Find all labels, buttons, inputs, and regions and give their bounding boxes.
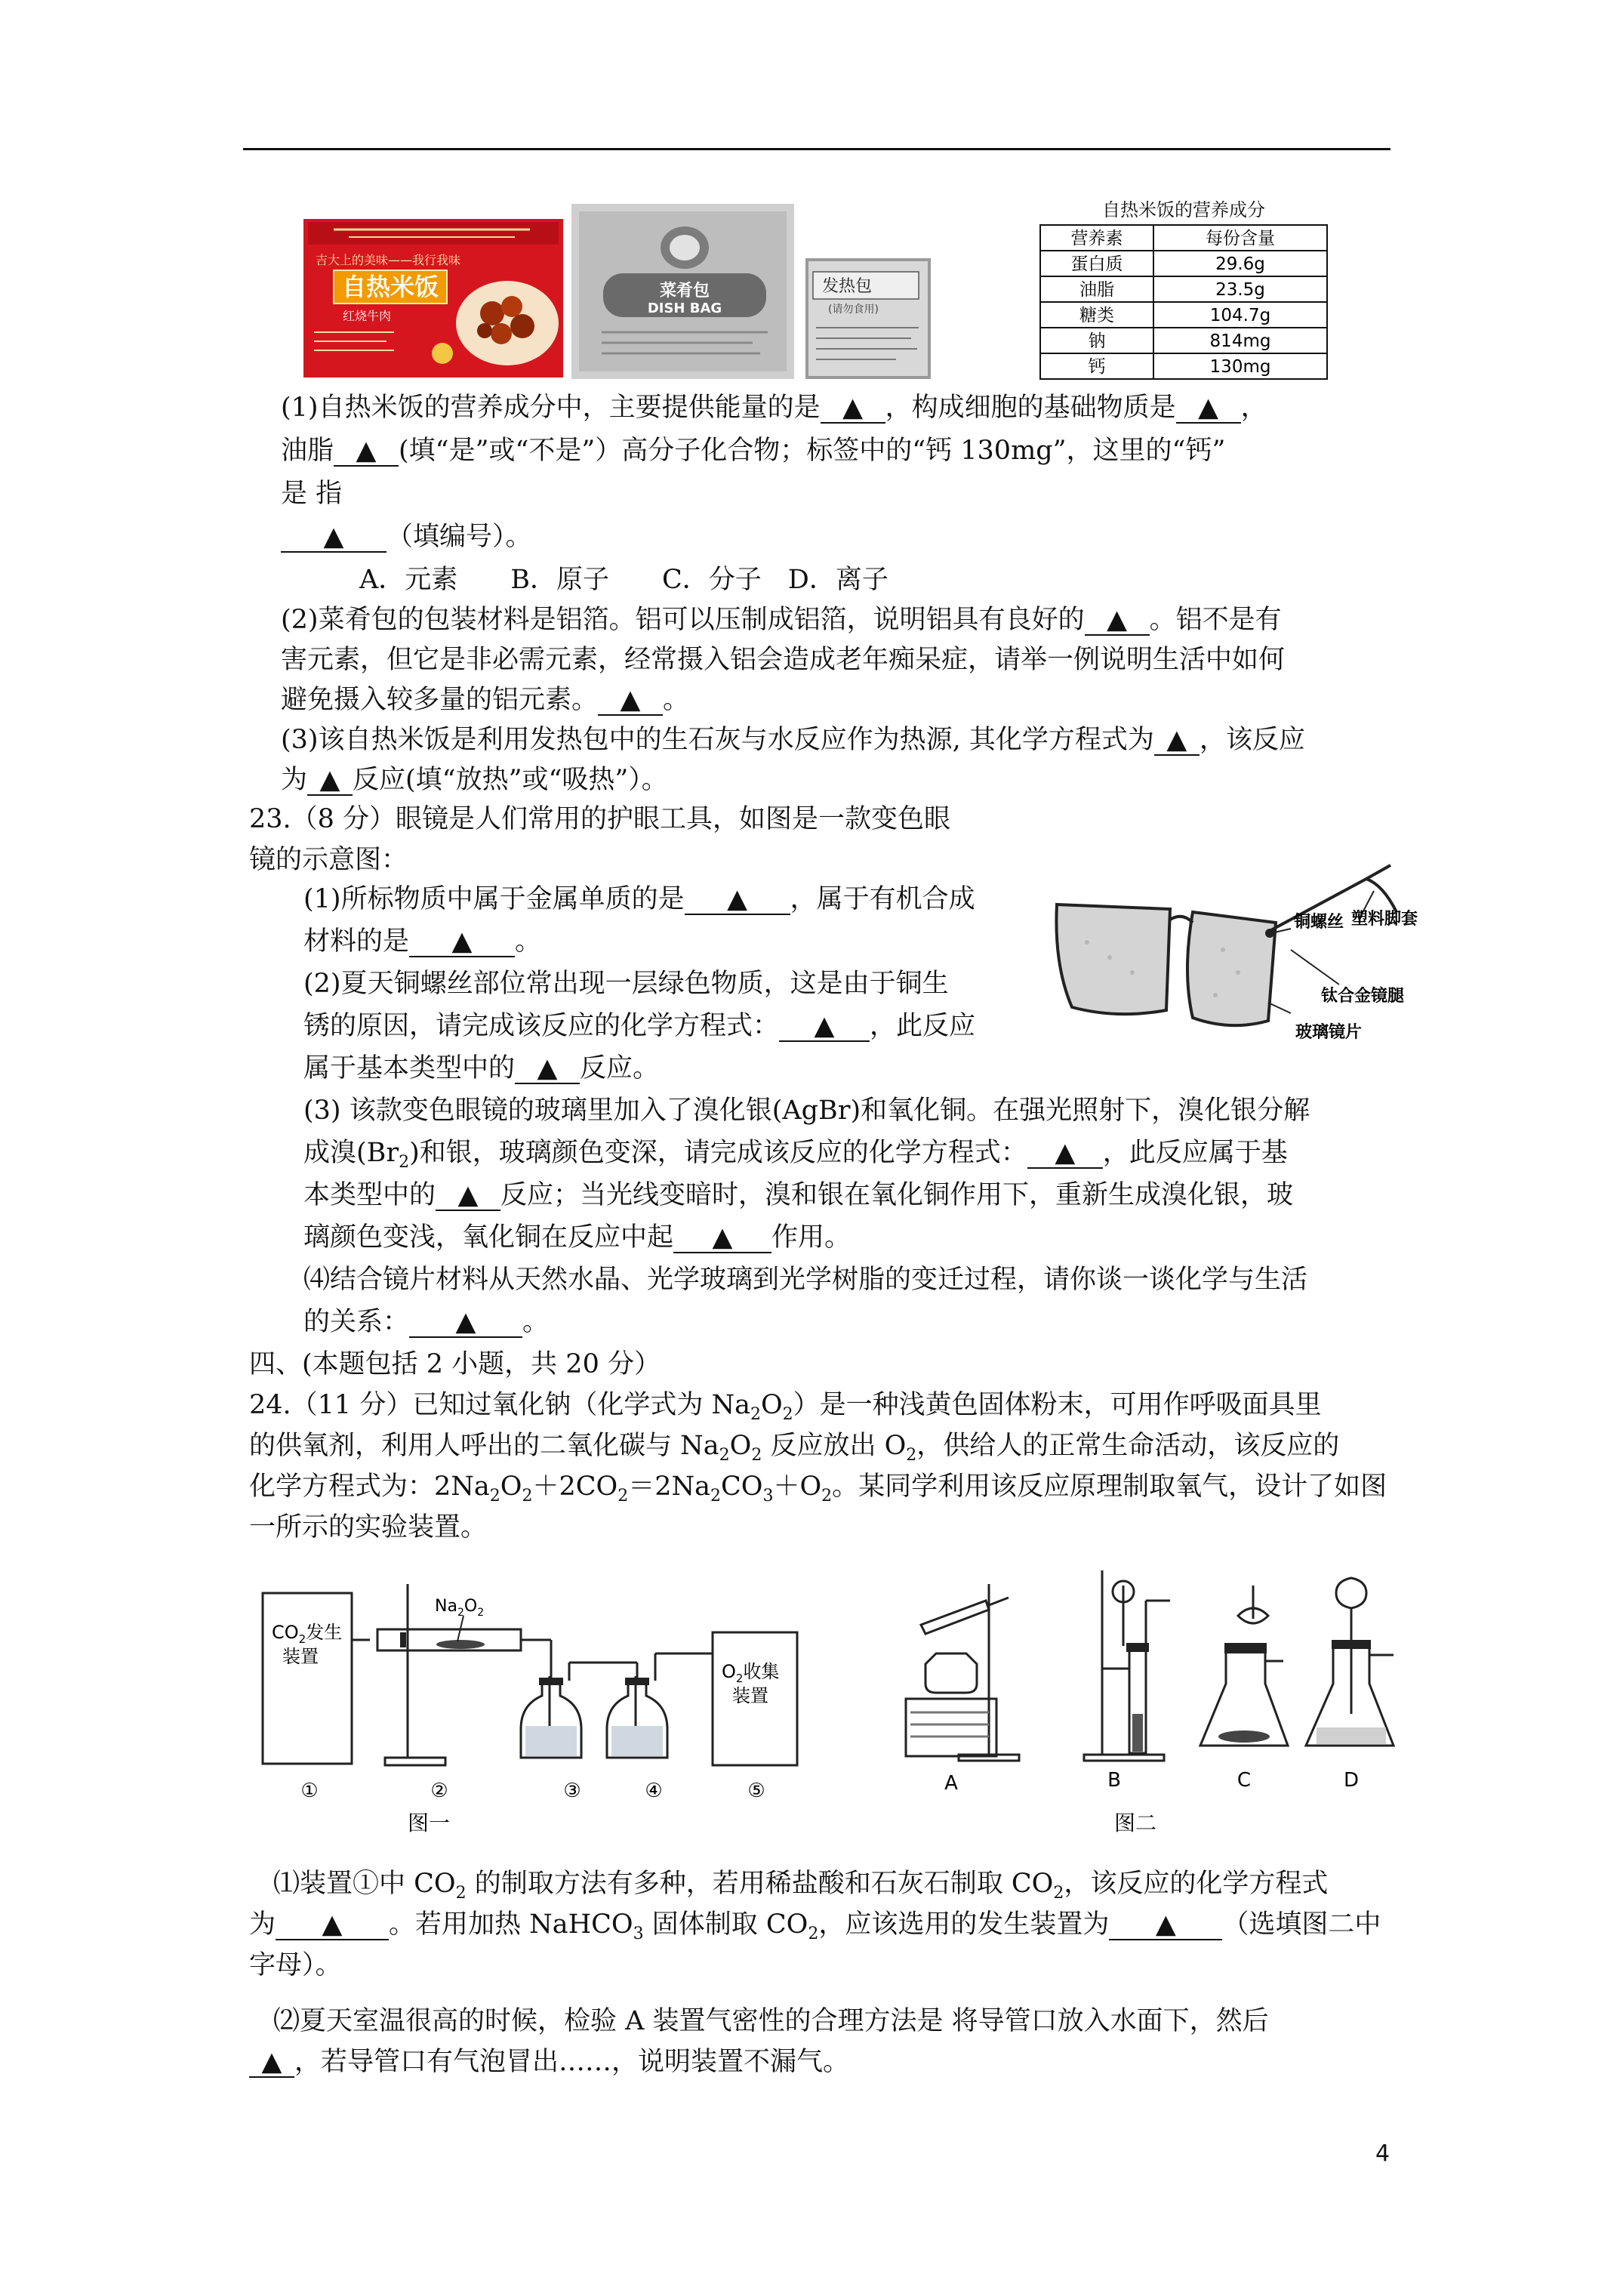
subscript: 2 (751, 1446, 762, 1465)
heat-bag-image (805, 258, 931, 379)
subscript: 2 (489, 1487, 500, 1505)
q23-text: 。 (522, 1307, 550, 1337)
device-number: ⑤ (747, 1780, 765, 1802)
answer-blank: ▲ (334, 436, 399, 467)
nutrition-row-value: 130mg (1209, 357, 1271, 377)
subscript: 2 (399, 1153, 410, 1172)
q22-line-4 (281, 518, 532, 556)
q24-text: 。若用加热 NaHCO (389, 1909, 633, 1940)
answer-blank: ▲ (1027, 1139, 1103, 1169)
nutrition-row-name: 钠 (1088, 331, 1106, 351)
q24-text: 反应放出 O (762, 1431, 907, 1461)
apparatus-letter: D (1343, 1769, 1360, 1792)
subscript: 2 (750, 1405, 761, 1424)
heat-bag-label: 发热包 (822, 277, 873, 296)
q24-p2-line-2 (249, 2043, 849, 2081)
q23-text: ，此反应 (870, 1011, 976, 1041)
nutrition-row-value: 104.7g (1209, 306, 1271, 325)
q23-line-8 (303, 1176, 1293, 1214)
q22-text: 油脂 (281, 436, 334, 466)
header-rule (243, 148, 1390, 150)
q22-line-7: 害元素，但它是非必需元素，经常摄入铝会造成老年痴呆症，请举一例说明生活中如何 (281, 645, 1286, 675)
subscript: 2 (1053, 1884, 1064, 1903)
device-number: ① (300, 1780, 319, 1802)
subscript: 2 (522, 1487, 533, 1505)
nutrition-row-name: 蛋白质 (1070, 254, 1123, 274)
q23-text: 成溴(Br (303, 1138, 399, 1168)
q22-text: （填编号）。 (387, 522, 532, 552)
q23-text: 作用。 (771, 1222, 852, 1253)
answer-blank: ▲ (409, 927, 515, 957)
q23-line-1 (303, 880, 975, 918)
q24-p2-line-1: ⑵夏天室温很高的时候，检验 A 装置气密性的合理方法是 将导管口放入水面下，然后 (273, 2006, 1269, 2036)
q23-line-6: (3) 该款变色眼镜的玻璃里加入了溴化银(AgBr)和氧化铜。在强光照射下，溴化银分解 (303, 1096, 1310, 1126)
q23-text: 本类型中的 (303, 1180, 436, 1210)
answer-blank: ▲ (515, 1054, 580, 1084)
q22-line-1 (281, 389, 1267, 427)
q23-text: )和银，玻璃颜色变深，请完成该反应的化学方程式： (409, 1138, 1027, 1168)
page-number: 4 (1375, 2140, 1390, 2167)
glass-lens-label: 玻璃镜片 (1295, 1023, 1363, 1042)
q23-line-2 (303, 923, 541, 960)
q22-line-2 (281, 432, 1225, 470)
nutrition-row-value: 23.5g (1215, 280, 1265, 300)
subscript: 2 (906, 1446, 917, 1465)
apparatus-letter: B (1107, 1769, 1121, 1792)
answer-blank: ▲ (673, 1223, 771, 1253)
q23-line-5 (303, 1049, 659, 1087)
nutrition-table (1033, 195, 1335, 382)
device-number: ④ (645, 1780, 663, 1802)
q22-text: ，构成细胞的基础物质是 (885, 393, 1176, 423)
q22-text: 反应(填“放热”或“吸热”）。 (353, 765, 668, 795)
plastic-foot-label: 塑料脚套 (1351, 910, 1418, 929)
answer-blank: ▲ (409, 1308, 522, 1338)
figure-2-apparatus (883, 1570, 1397, 1838)
q22-text: 。 (663, 685, 690, 715)
subscript: 2 (455, 1884, 467, 1903)
q24-text: 。某同学利用该反应原理制取氧气，设计了如图 (832, 1472, 1387, 1502)
answer-blank: ▲ (1154, 726, 1200, 756)
q22-text: (2)菜肴包的包装材料是铝箔。铝可以压制成铝箔，说明铝具有良好的 (281, 605, 1085, 635)
q24-text: 的制取方法有多种，若用稀盐酸和石灰石制取 CO (466, 1869, 1054, 1899)
answer-blank: ▲ (249, 2048, 294, 2078)
answer-blank: ▲ (821, 393, 885, 424)
q23-text: ，属于有机合成 (790, 884, 975, 914)
heat-bag-sublabel: (请勿食用) (828, 304, 879, 316)
answer-blank: ▲ (598, 686, 663, 716)
q24-text: 为 (249, 1909, 276, 1940)
figure-1-caption: 图一 (407, 1811, 451, 1835)
answer-blank: ▲ (1176, 393, 1241, 424)
q22-options: A．元素 B．原子 C．分子 D．离子 (359, 565, 888, 595)
co2-generator-label: $CO_2$发生 (272, 1622, 343, 1646)
nutrition-row-name: 钙 (1088, 357, 1106, 377)
q22-line-3 (281, 475, 342, 513)
answer-blank: ▲ (276, 1910, 389, 1940)
q22-text: 是 指 (281, 479, 343, 509)
q24-p1-line-2 (249, 1906, 1381, 1953)
answer-blank: ▲ (1109, 1910, 1222, 1940)
q22-line-6 (281, 601, 1282, 639)
q24-text: 的供氧剂，利用人呼出的二氧化碳与 Na (249, 1431, 719, 1461)
q24-text: ＋O (773, 1472, 822, 1502)
figure-2-caption: 图二 (1113, 1811, 1157, 1835)
q24-text: ＝2Na (628, 1472, 710, 1502)
q23-heading: 23.（8 分）眼镜是人们常用的护眼工具，如图是一款变色眼 (249, 804, 951, 834)
rice-box-slogan: 吉大上的美味——我行我味 (316, 253, 461, 267)
q23-line-10: ⑷结合镜片材料从天然水晶、光学玻璃到光学树脂的变迁过程，请你谈一谈化学与生活 (303, 1265, 1308, 1295)
q24-text: 24.（11 分）已知过氧化钠（化学式为 Na (249, 1390, 750, 1420)
q22-text: ， (1240, 393, 1267, 423)
q22-text: 。铝不是有 (1149, 605, 1282, 635)
q24-text: ，该反应的化学方程式 (1064, 1869, 1329, 1899)
q23-text: 材料的是 (303, 926, 410, 957)
section-heading: 四、(本题包括 2 小题，共 20 分） (249, 1349, 661, 1379)
nutrition-title: 自热米饭的营养成分 (1102, 199, 1265, 220)
q22-text: 为 (281, 765, 308, 795)
q23-line-3: (2)夏天铜螺丝部位常出现一层绿色物质，这是由于铜生 (303, 969, 949, 999)
glasses-figure (1042, 859, 1418, 1056)
answer-blank: ▲ (1085, 606, 1150, 636)
q23-text: 属于基本类型中的 (303, 1053, 516, 1083)
q23-text: 锈的原因，请完成该反应的化学方程式： (303, 1011, 780, 1041)
q23-text: 反应；当光线变暗时，溴和银在氧化铜作用下，重新生成溴化银，玻 (500, 1180, 1294, 1210)
q24-line-4: 一所示的实验装置。 (249, 1512, 488, 1542)
apparatus-letter: A (944, 1772, 958, 1795)
q24-text: ⑴装置①中 CO (273, 1869, 456, 1899)
q24-text: （选填图二中 (1222, 1909, 1381, 1940)
subscript: 2 (782, 1405, 793, 1424)
nutrition-row-name: 糖类 (1079, 306, 1114, 325)
subscript: 3 (762, 1487, 774, 1505)
q24-text: O (760, 1390, 783, 1420)
answer-blank: ▲ (281, 522, 387, 553)
q24-p1-line-3: 字母）。 (249, 1950, 342, 1980)
nutrition-row-value: 814mg (1209, 331, 1271, 351)
q24-text: ，供给人的正常生命活动，该反应的 (916, 1431, 1340, 1461)
subscript: 2 (710, 1487, 721, 1505)
q24-text: ＋2CO (532, 1472, 618, 1502)
dish-bag-cn: 菜肴包 (659, 282, 710, 300)
device-number: ② (430, 1780, 448, 1802)
device-number: ③ (563, 1780, 581, 1802)
answer-blank: ▲ (436, 1181, 500, 1211)
copper-screw-label: 铜螺丝 (1294, 913, 1344, 932)
subscript: 2 (719, 1446, 730, 1465)
rice-box-image (303, 219, 563, 378)
dish-bag-en: DISH BAG (647, 300, 722, 316)
subscript: 3 (633, 1925, 644, 1943)
q23-text: 反应。 (580, 1053, 660, 1083)
q24-text: 化学方程式为：2Na (249, 1472, 490, 1502)
q24-text: O (500, 1472, 522, 1502)
titanium-leg-label: 钛合金镜腿 (1321, 987, 1405, 1006)
q22-text: (填“是”或“不是”）高分子化合物；标签中的“钙 130mg”，这里的“钙” (399, 436, 1226, 466)
dish-bag-image (571, 204, 794, 379)
figure-1-apparatus (249, 1578, 823, 1835)
rice-box-title: 自热米饭 (341, 273, 439, 301)
q23-text: 璃颜色变浅，氧化铜在反应中起 (303, 1222, 674, 1253)
q23-heading-2: 镜的示意图： (249, 845, 408, 875)
rice-box-subtitle: 红烧牛肉 (343, 309, 392, 323)
q22-text: ，该反应 (1199, 725, 1305, 755)
q23-line-7 (303, 1134, 1288, 1182)
q22-line-8 (281, 681, 689, 719)
q23-line-11 (303, 1303, 549, 1341)
q23-text: 。 (515, 926, 542, 957)
subscript: 2 (808, 1925, 819, 1943)
answer-blank: ▲ (685, 885, 790, 915)
nutrition-header-amount: 每份含量 (1206, 229, 1275, 248)
q24-text: ）是一种浅黄色固体粉末，可用作呼吸面具里 (793, 1390, 1322, 1420)
q24-text: CO (720, 1472, 763, 1502)
q23-text: ，此反应属于基 (1102, 1138, 1288, 1168)
q24-text: ，应该选用的发生装置为 (818, 1909, 1110, 1940)
q24-text: 固体制取 CO (643, 1909, 808, 1940)
subscript: 2 (617, 1487, 629, 1505)
o2-collector-label: $O_2$收集 (722, 1661, 780, 1685)
answer-blank: ▲ (779, 1012, 870, 1042)
na2o2-label: $Na_2O_2$ (435, 1597, 485, 1619)
nutrition-row-value: 29.6g (1215, 254, 1265, 274)
nutrition-row-name: 油脂 (1079, 280, 1114, 300)
q22-line-10 (281, 761, 668, 799)
q22-text: 避免摄入较多量的铝元素。 (281, 685, 599, 715)
subscript: 2 (821, 1487, 833, 1505)
apparatus-letter: C (1236, 1769, 1252, 1792)
q22-line-9 (281, 721, 1305, 759)
q23-line-4 (303, 1007, 975, 1045)
nutrition-header-nutrient: 营养素 (1070, 229, 1123, 248)
q22-text: (3)该自热米饭是利用发热包中的生石灰与水反应作为热源, 其化学方程式为 (281, 725, 1154, 755)
q23-line-9 (303, 1219, 851, 1256)
q23-text: (1)所标物质中属于金属单质的是 (303, 884, 685, 914)
q22-text: (1)自热米饭的营养成分中，主要提供能量的是 (281, 393, 821, 423)
o2-collector-label-2: 装置 (732, 1685, 768, 1706)
q24-text: ，若导管口有气泡冒出……，说明装置不漏气。 (294, 2047, 850, 2077)
q24-text: O (729, 1431, 752, 1461)
q23-text: 的关系： (303, 1307, 410, 1337)
co2-generator-label-2: 装置 (282, 1646, 319, 1667)
answer-blank: ▲ (307, 766, 353, 796)
